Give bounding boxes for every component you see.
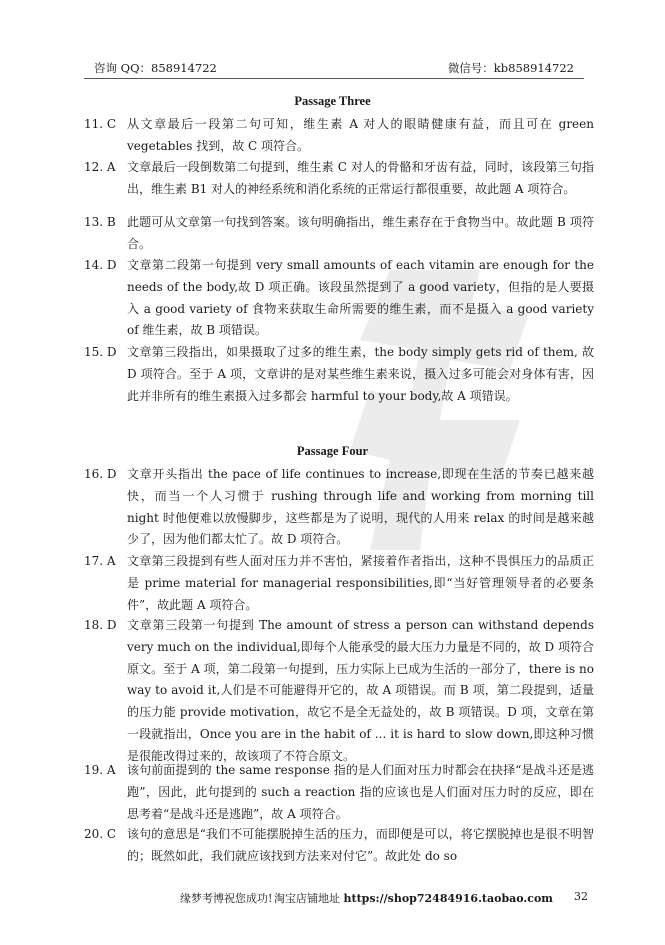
- header-wechat-contact: 微信号：kb858914722: [447, 61, 574, 75]
- answer-item: [84, 342, 594, 407]
- answer-number: 16. D: [84, 467, 117, 481]
- answer-item: [84, 212, 594, 256]
- answer-number: 20. C: [84, 827, 117, 841]
- answer-item: [84, 255, 594, 342]
- footer-shop-link[interactable]: https://shop72484916.taobao.com: [343, 892, 553, 905]
- answer-number: 12. A: [84, 160, 116, 174]
- page-footer: [0, 888, 665, 908]
- section-title-passage-three: Passage Three: [294, 94, 371, 108]
- answer-explanation: 文章开头指出 the pace of life continues to increase,即现在生活的节奏已越来越快，而当一个人习惯于 rushing through life and working from morning till night 时他便难以放慢脚步，这些都是为了说明，现代的人用来 relax 的时间是越来越少了，因为他们都太忙了。故 D 项符合。: [127, 467, 594, 547]
- answer-number: 14. D: [84, 258, 117, 272]
- page-header: [84, 58, 584, 79]
- answer-explanation: 文章第三段提到有些人面对压力并不害怕，紧接着作者指出，这种不畏惧压力的品质正是 prime material for managerial responsibilities,即“当好管理领导者的必要条件”，故此题 A 项符合。: [127, 554, 594, 612]
- page-number: 32: [574, 890, 588, 903]
- answer-number: 13. B: [84, 215, 116, 229]
- footer-shop-label: 淘宝店铺地址: [274, 892, 340, 905]
- answer-explanation: 该句前面提到的 the same response 指的是人们面对压力时都会在抉择“是战斗还是逃跑”，因此，此句提到的 such a reaction 指的应该也是人们面对压力时的反应，即在思考着“是战斗还是逃跑”，故 A 项符合。: [127, 763, 594, 821]
- answer-explanation: 文章第三段指出，如果摄取了过多的维生素，the body simply gets rid of them, 故 D 项符合。至于 A 项，文章讲的是对某些维生素来说，摄入过多可能会对身体有害，因此并非所有的维生素摄入过多都会 harmful to your body,故 A 项错误。: [127, 345, 594, 403]
- answer-number: 18. D: [84, 618, 117, 632]
- footer-shop-address: [274, 890, 553, 906]
- answer-item: [84, 157, 594, 201]
- answer-item: [84, 760, 594, 825]
- answer-explanation: 文章第三段第一句提到 The amount of stress a person can withstand depends very much on the individual,即每个人能承受的最大压力力量是不同的，故 D 项符合原文。至于 A 项，第二段第一句提到，压力实际上已成为生活的一部分了，there is no way to avoid it,人们是不可能避得开它的，故 A 项错误。而 B 项，第二段提到，适量的压力能 provide motivation，故它不是全无益处的，故 B 项错误。D 项，文章在第一段就指出，Once you are in the habit of ... it is hard to slow down,即这种习惯是很能改得过来的，故该项了不符合原文。: [127, 618, 594, 763]
- header-qq-contact: 咨询 QQ：858914722: [94, 61, 217, 75]
- answer-item: [84, 464, 594, 551]
- answer-number: 15. D: [84, 345, 117, 359]
- footer-slogan: 缘梦考博祝您成功!: [180, 892, 273, 905]
- answer-explanation: 此题可从文章第一句找到答案。该句明确指出，维生素存在于食物当中。故此题 B 项符合。: [127, 215, 594, 251]
- answer-explanation: 该句的意思是“我们不可能摆脱掉生活的压力，而即便是可以，将它摆脱掉也是很不明智的；既然如此，我们就应该找到方法来对付它”。故此处 do so: [127, 827, 594, 863]
- answer-item: [84, 615, 594, 768]
- answer-explanation: 文章最后一段倒数第二句提到，维生素 C 对人的骨骼和牙齿有益，同时，该段第三句指出，维生素 B1 对人的神经系统和消化系统的正常运行都很重要，故此题 A 项符合。: [127, 160, 594, 196]
- section-title-passage-four: Passage Four: [296, 444, 369, 458]
- answer-number: 11. C: [84, 117, 117, 131]
- answer-item: [84, 824, 594, 868]
- answer-item: [84, 551, 594, 616]
- answer-explanation: 从文章最后一段第二句可知，维生素 A 对人的眼睛健康有益，而且可在 green vegetables 找到，故 C 项符合。: [127, 117, 594, 153]
- answer-item: [84, 114, 594, 158]
- answer-number: 17. A: [84, 554, 116, 568]
- answer-number: 19. A: [84, 763, 116, 777]
- answer-explanation: 文章第二段第一句提到 very small amounts of each vitamin are enough for the needs of the body,故 D 项正确。该段虽然提到了 a good variety，但指的是人要摄入 a good variety of 食物来获取生命所需要的维生素，而不是摄入 a good variety of 维生素，故 B 项错误。: [127, 258, 594, 338]
